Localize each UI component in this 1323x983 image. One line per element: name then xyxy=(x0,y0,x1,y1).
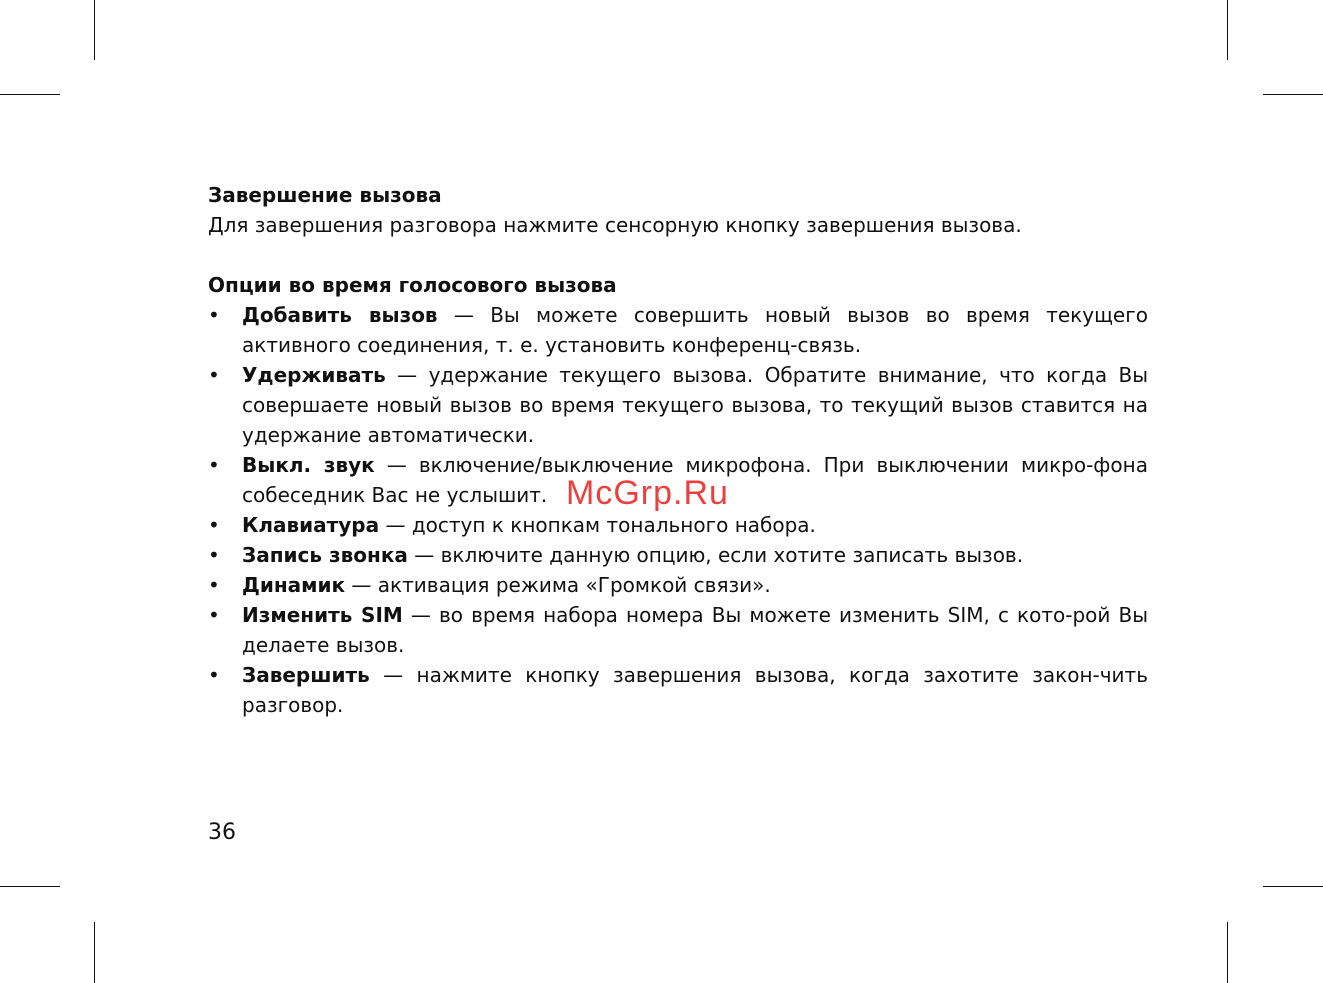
option-term: Выкл. звук xyxy=(242,453,375,477)
bullet-icon: • xyxy=(208,603,220,627)
option-term: Запись звонка xyxy=(242,543,408,567)
option-text: — активация режима «Громкой связи». xyxy=(345,573,771,597)
option-term: Удерживать xyxy=(242,363,386,387)
option-text: — во время набора номера Вы можете изменить SIM, с кото-рой Вы делаете вызов. xyxy=(242,603,1148,657)
crop-mark xyxy=(1263,94,1323,95)
list-item xyxy=(208,570,1148,600)
crop-mark xyxy=(1227,0,1228,60)
bullet-icon: • xyxy=(208,543,220,567)
list-item xyxy=(208,300,1148,360)
option-text: — включение/выключение микрофона. При выключении микро-фона собеседник Вас не услышит. xyxy=(242,453,1148,507)
crop-mark xyxy=(94,0,95,60)
bullet-icon: • xyxy=(208,363,220,387)
list-item xyxy=(208,660,1148,720)
option-term: Добавить вызов xyxy=(242,303,438,327)
option-text: — удержание текущего вызова. Обратите внимание, что когда Вы совершаете новый вызов во время текущего вызова, то текущий вызов ставится на удержание автоматически. xyxy=(242,363,1148,447)
option-term: Завершить xyxy=(242,663,370,687)
list-item xyxy=(208,360,1148,450)
bullet-icon: • xyxy=(208,453,220,477)
option-text: — Вы можете совершить новый вызов во время текущего активного соединения, т. е. установить конференц-связь. xyxy=(242,303,1148,357)
option-text: — нажмите кнопку завершения вызова, когда захотите закон-чить разговор. xyxy=(242,663,1148,717)
section-title-end-call: Завершение вызова xyxy=(208,183,442,207)
bullet-icon: • xyxy=(208,513,220,537)
watermark-logo: McGrp.Ru xyxy=(566,474,729,512)
crop-mark xyxy=(0,94,60,95)
option-term: Динамик xyxy=(242,573,346,597)
crop-mark xyxy=(1227,922,1228,983)
option-term: Клавиатура xyxy=(242,513,380,537)
option-text: — включите данную опцию, если хотите записать вызов. xyxy=(407,543,1024,567)
page-content xyxy=(208,180,1148,720)
crop-mark xyxy=(94,922,95,983)
bullet-icon: • xyxy=(208,303,220,327)
crop-mark xyxy=(0,886,60,887)
section-text-end-call: Для завершения разговора нажмите сенсорную кнопку завершения вызова. xyxy=(208,213,1022,237)
option-text: — доступ к кнопкам тонального набора. xyxy=(379,513,816,537)
option-term: Изменить SIM xyxy=(242,603,403,627)
section-title-call-options: Опции во время голосового вызова xyxy=(208,273,617,297)
bullet-icon: • xyxy=(208,663,220,687)
list-item xyxy=(208,510,1148,540)
bullet-icon: • xyxy=(208,573,220,597)
page-number: 36 xyxy=(208,820,236,845)
spacer xyxy=(208,240,1148,270)
crop-mark xyxy=(1263,886,1323,887)
list-item xyxy=(208,600,1148,660)
list-item xyxy=(208,540,1148,570)
